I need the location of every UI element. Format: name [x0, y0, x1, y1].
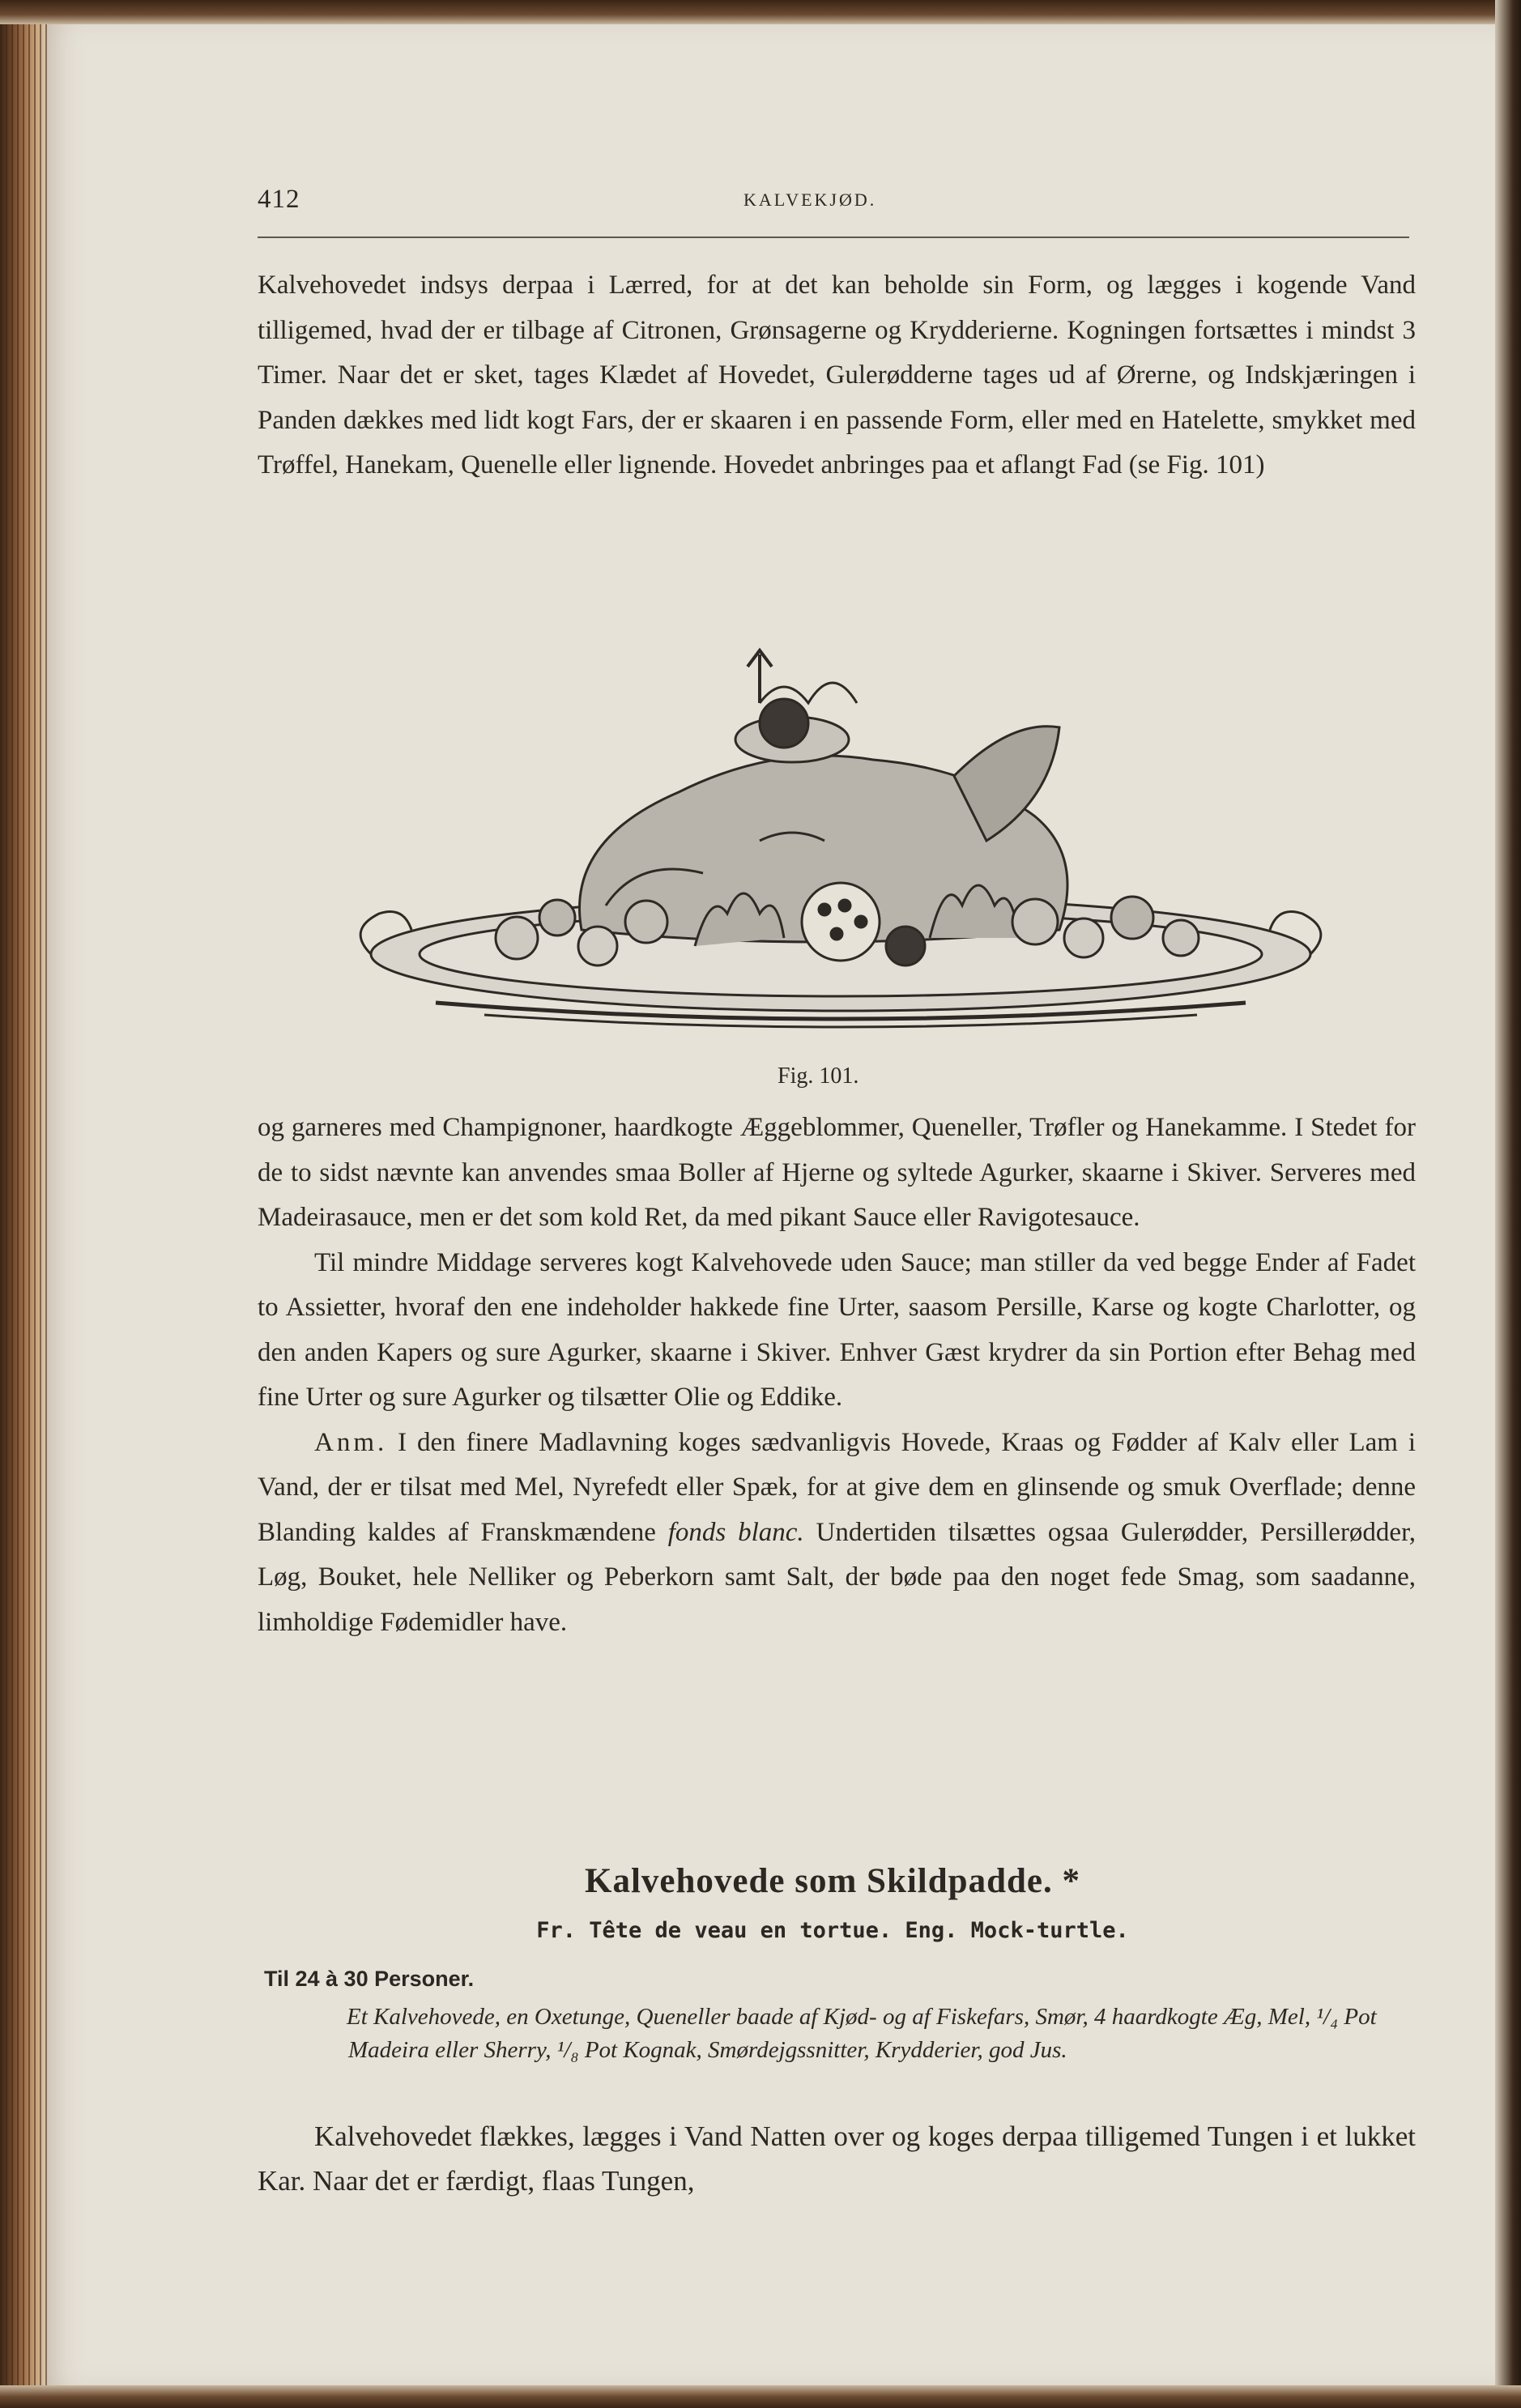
recipe-ingredients: Et Kalvehovede, en Oxetunge, Queneller baade af Kjød- og af Fiskefars, Smør, 4 haardkogte Æg, Mel, ¹/₄ Pot Madeira eller Sherry, ¹/₈ Pot Kognak, Smørdejgssnitter, Krydderier, god Jus.	[347, 2004, 1377, 2063]
book-spine	[0, 0, 50, 2408]
page-number: 412	[258, 185, 300, 214]
top-edge	[0, 0, 1521, 24]
bottom-edge	[0, 2385, 1521, 2408]
recipe-servings: Til 24 à 30 Personer.	[264, 1967, 475, 1991]
recipe-translations: Fr. Tête de veau en tortue. Eng. Mock-turtle.	[536, 1918, 1129, 1943]
paragraph: Kalvehovedet indsys derpaa i Lærred, for at det kan beholde sin Form, og lægges i kogende Vand tilligemed, hvad der er tilbage af Citronen, Grønsagerne og Krydderierne. Kogningen fortsættes i mindst 3 Timer. Naar det er sket, tages Klædet af Hovedet, Gulerødderne tages ud af Ørerne, og Indskjæringen i Panden dækkes med lidt kogt Fars, der er skaaren i en passende Form, eller med en Hatelette, smykket med Trøffel, Hanekam, Quenelle eller lignende. Hovedet anbringes paa et aflangt Fad (se Fig. 101)	[258, 271, 1416, 479]
note-text-b: Undertiden tilsættes ogsaa Gulerødder, Persillerødder, Løg, Bouket, hele Nelliker og Peberkorn samt Salt, der bøde paa den noget fede Smag, som saadanne, limholdige Fødemidler have.	[258, 1517, 1416, 1637]
paragraph: Kalvehovedet flækkes, lægges i Vand Natten over og koges derpaa tilligemed Tungen i et lukket Kar. Naar det er færdigt, flaas Tungen,	[258, 2120, 1416, 2197]
paragraph: Til mindre Middage serveres kogt Kalvehovede uden Sauce; man stiller da ved begge Ender af Fadet to Assietter, hvoraf den ene indeholder hakkede fine Urter, saasom Persille, Karse og kogte Charlotter, og den anden Kapers og sure Agurker, skaarne i Skiver. Enhver Gæst krydrer da sin Portion efter Behag med fine Urter og sure Agurker og tilsætter Olie og Eddike.	[258, 1247, 1416, 1412]
note-italic: fonds blanc.	[667, 1517, 804, 1547]
right-page-edge	[1495, 0, 1521, 2408]
header-rule	[258, 237, 1409, 238]
paragraphs-middle	[258, 1106, 1416, 1645]
note-label: Anm.	[314, 1427, 388, 1457]
calf-head-illustration	[339, 598, 1343, 1051]
paragraph-note	[258, 1421, 1416, 1646]
paragraph-top	[258, 263, 1416, 488]
running-head: KALVEKJØD.	[743, 190, 877, 210]
note-text-a: I den finere Madlavning koges sædvanligvis Hovede, Kraas og Fødder af Kalv eller Lam i Vand, der er tilsat med Mel, Nyrefedt eller Spæk, for at give dem en glinsende og smuk Overflade; denne Blanding kaldes af Franskmændene	[258, 1427, 1416, 1547]
figure-caption: Fig. 101.	[778, 1063, 859, 1089]
recipe-text	[258, 2114, 1416, 2203]
page-header	[258, 185, 1408, 217]
recipe-title: Kalvehovede som Skildpadde. *	[585, 1862, 1080, 1900]
paragraph: og garneres med Champignoner, haardkogte Æggeblommer, Queneller, Trøfler og Hanekamme. I Stedet for de to sidst nævnte kan anvendes smaa Boller af Hjerne og syltede Agurker, skaarne i Skiver. Serveres med Madeirasauce, men er det som kold Ret, da med pikant Sauce eller Ravigotesauce.	[258, 1113, 1416, 1232]
